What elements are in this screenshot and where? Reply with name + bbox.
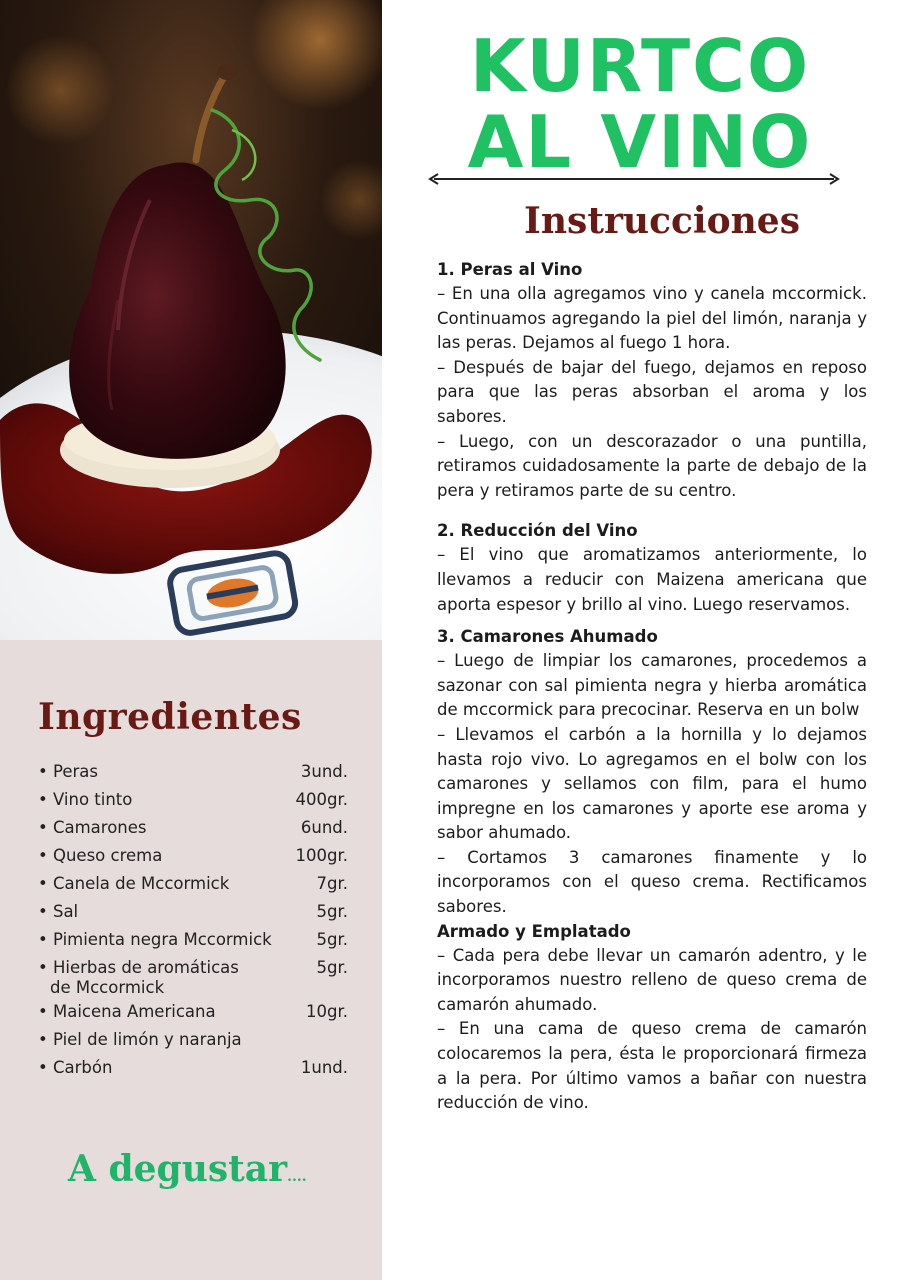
- step-text: – Llevamos el carbón a la hornilla y lo dejamos hasta rojo vivo. Lo agregamos en el bolw con los camarones y sellamos con film, para el humo impregne en los camarones y aporte ese aroma y sabor ahumado.: [437, 724, 867, 843]
- ingredient-row: [38, 1030, 348, 1050]
- ingredient-row: [38, 1058, 348, 1078]
- ingredient-row: [38, 958, 348, 998]
- ingredient-row: [38, 762, 348, 782]
- title-line-1: KURTCO: [469, 24, 811, 108]
- ingredient-quantity: 5gr.: [316, 958, 348, 977]
- ingredient-quantity: 10gr.: [306, 1002, 348, 1021]
- instruction-section: [437, 258, 867, 503]
- ingredient-row: [38, 930, 348, 950]
- step-text: – El vino que aromatizamos anteriormente, lo llevamos a reducir con Maizena americana que aporta espesor y brillo al vino. Luego reservamos.: [437, 545, 867, 614]
- left-column: [0, 0, 382, 1280]
- double-arrow-divider: [428, 172, 840, 186]
- step-text: – Después de bajar del fuego, dejamos en reposo para que las peras absorban el aroma y los sabores.: [437, 357, 867, 426]
- ingredient-row: [38, 846, 348, 866]
- title-line-2: AL VINO: [467, 100, 813, 184]
- step-text: – Cada pera debe llevar un camarón adentro, y le incorporamos nuestro relleno de queso crema de camarón ahumado.: [437, 945, 867, 1014]
- ingredient-row: [38, 902, 348, 922]
- ingredient-name: • Camarones: [38, 818, 147, 837]
- ingredient-row: [38, 790, 348, 810]
- ingredients-heading: Ingredientes: [38, 696, 302, 738]
- poached-pear-photo: [0, 0, 382, 640]
- recipe-title: [420, 24, 860, 184]
- ingredient-name: • Hierbas de aromáticas: [38, 958, 239, 977]
- ingredient-quantity: 1und.: [300, 1058, 348, 1077]
- ingredients-list: [38, 762, 348, 1086]
- step-text: – En una cama de queso crema de camarón colocaremos la pera, ésta le proporcionará firmeza a la pera. Por último vamos a bañar con nuestra reducción de vino.: [437, 1019, 867, 1113]
- instructions-heading: Instrucciones: [524, 200, 800, 242]
- instruction-section: [437, 920, 867, 1116]
- ingredient-row: [38, 874, 348, 894]
- pear-dish-illustration: [0, 0, 382, 640]
- ingredient-name: • Canela de Mccormick: [38, 874, 230, 893]
- ingredient-quantity: 7gr.: [316, 874, 348, 893]
- section-heading: 1. Peras al Vino: [437, 260, 583, 279]
- section-heading: 3. Camarones Ahumado: [437, 627, 658, 647]
- ingredient-name: • Vino tinto: [38, 790, 133, 809]
- section-heading: 2. Reducción del Vino: [437, 521, 638, 541]
- step-text: – Cortamos 3 camarones finamente y lo incorporamos con el queso crema. Rectificamos sabores.: [437, 847, 867, 917]
- tagline-text: A degustar: [68, 1148, 288, 1190]
- tagline: [68, 1148, 307, 1190]
- step-text: – En una olla agregamos vino y canela mccormick. Continuamos agregando la piel del limón, naranja y las peras. Dejamos al fuego 1 hora.: [437, 284, 867, 353]
- step-text: – Luego de limpiar los camarones, procedemos a sazonar con sal pimienta negra y hierba aromática de mccormick para precocinar. Reserva en un bolw: [437, 651, 867, 720]
- ingredient-row: [38, 1002, 348, 1022]
- ingredient-name: • Peras: [38, 762, 98, 781]
- ingredient-name: • Carbón: [38, 1058, 113, 1077]
- step-text: – Luego, con un descorazador o una puntilla, retiramos cuidadosamente la parte de debajo de la pera y retiramos parte de su centro.: [437, 431, 867, 500]
- tagline-dots: ....: [287, 1169, 307, 1185]
- section-heading: Armado y Emplatado: [437, 921, 631, 941]
- ingredient-name: • Piel de limón y naranja: [38, 1030, 242, 1049]
- ingredient-name: • Pimienta negra Mccormick: [38, 930, 272, 949]
- ingredient-name: • Queso crema: [38, 846, 163, 865]
- ingredient-name: • Sal: [38, 902, 79, 921]
- instruction-section: [437, 519, 867, 617]
- ingredient-row: [38, 818, 348, 838]
- ingredient-quantity: 400gr.: [295, 790, 348, 809]
- ingredient-quantity: 5gr.: [316, 930, 348, 949]
- instruction-section: [437, 625, 867, 920]
- ingredient-name: • Maicena Americana: [38, 1002, 216, 1021]
- ingredient-quantity: 5gr.: [316, 902, 348, 921]
- instructions-body: [437, 258, 867, 1116]
- ingredient-quantity: 100gr.: [295, 846, 348, 865]
- ingredient-quantity: 3und.: [300, 762, 348, 781]
- ingredient-quantity: 6und.: [300, 818, 348, 837]
- ingredient-name-continued: de Mccormick: [50, 978, 165, 997]
